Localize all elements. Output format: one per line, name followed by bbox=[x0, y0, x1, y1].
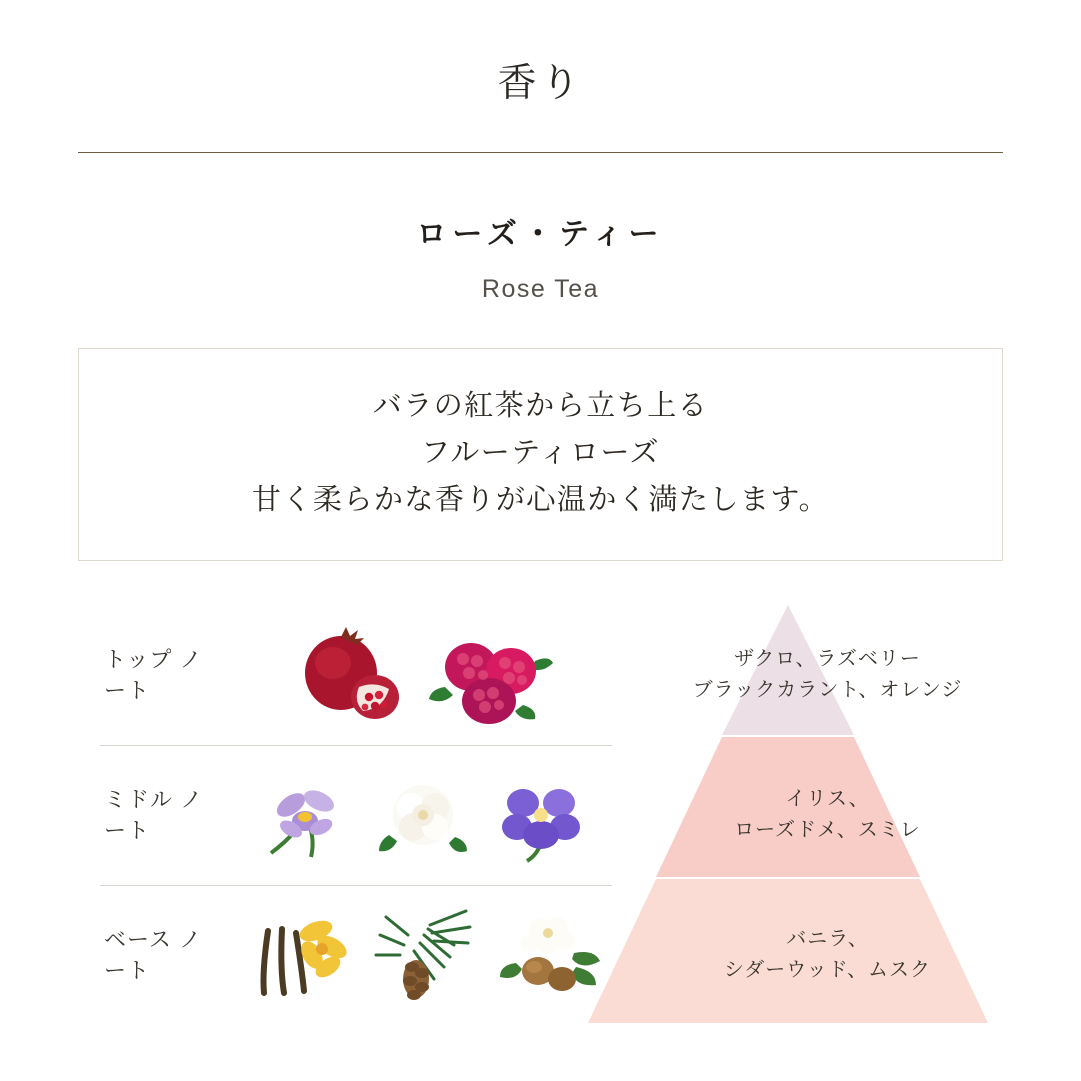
note-ingredients-line-1: ザクロ、ラズベリー bbox=[734, 647, 921, 670]
note-ingredients-middle bbox=[638, 784, 1003, 846]
note-row-divider bbox=[100, 745, 612, 746]
pomegranate-icon bbox=[289, 625, 409, 725]
fragrance-pyramid-section bbox=[78, 605, 1003, 1025]
nutmeg-icon bbox=[496, 905, 606, 1005]
note-label-middle bbox=[78, 784, 208, 846]
header-divider bbox=[78, 152, 1003, 153]
description-line-3: 甘く柔らかな香りが心温かく満たします。 bbox=[251, 483, 830, 516]
note-images-base bbox=[208, 895, 638, 1015]
product-name-en: Rose Tea bbox=[481, 275, 600, 303]
note-images-top bbox=[208, 615, 638, 735]
note-label-base bbox=[78, 924, 208, 986]
description-line-2: フルーティローズ bbox=[420, 436, 661, 469]
note-ingredients-top bbox=[638, 644, 1003, 706]
note-ingredients-line-2: ローズドメ、スミレ bbox=[734, 818, 921, 841]
product-name-ja: ローズ・ティー bbox=[416, 218, 665, 251]
note-ingredients-line-2: ブラックカラント、オレンジ bbox=[692, 678, 963, 701]
vanilla-flower-icon bbox=[240, 905, 350, 1005]
iris-flower-icon bbox=[255, 765, 355, 865]
note-row bbox=[78, 745, 1003, 885]
white-rose-icon bbox=[373, 765, 473, 865]
note-label-line-1: ベース bbox=[104, 926, 172, 952]
note-row bbox=[78, 605, 1003, 745]
note-rows bbox=[78, 605, 1003, 1025]
note-row-divider bbox=[100, 885, 612, 886]
note-label-line-1: トップ bbox=[104, 646, 173, 672]
note-images-middle bbox=[208, 755, 638, 875]
note-row bbox=[78, 885, 1003, 1025]
note-label-line-2: ノート bbox=[104, 786, 204, 843]
note-label-line-1: ミドル bbox=[104, 786, 174, 812]
note-ingredients-line-1: バニラ、 bbox=[786, 927, 869, 950]
note-ingredients-line-1: イリス、 bbox=[785, 787, 870, 810]
description-box bbox=[78, 348, 1003, 561]
note-ingredients-base bbox=[638, 924, 1003, 986]
violet-flower-icon bbox=[491, 765, 591, 865]
note-label-top bbox=[78, 644, 208, 706]
pine-branch-icon bbox=[368, 905, 478, 1005]
note-label-line-2: ノート bbox=[104, 646, 203, 703]
note-label-line-2: ノート bbox=[104, 926, 203, 983]
note-ingredients-line-2: シダーウッド、ムスク bbox=[724, 958, 931, 981]
raspberry-icon bbox=[427, 625, 557, 725]
description-line-1: バラの紅茶から立ち上る bbox=[372, 390, 709, 422]
page-title: 香り bbox=[497, 62, 584, 105]
